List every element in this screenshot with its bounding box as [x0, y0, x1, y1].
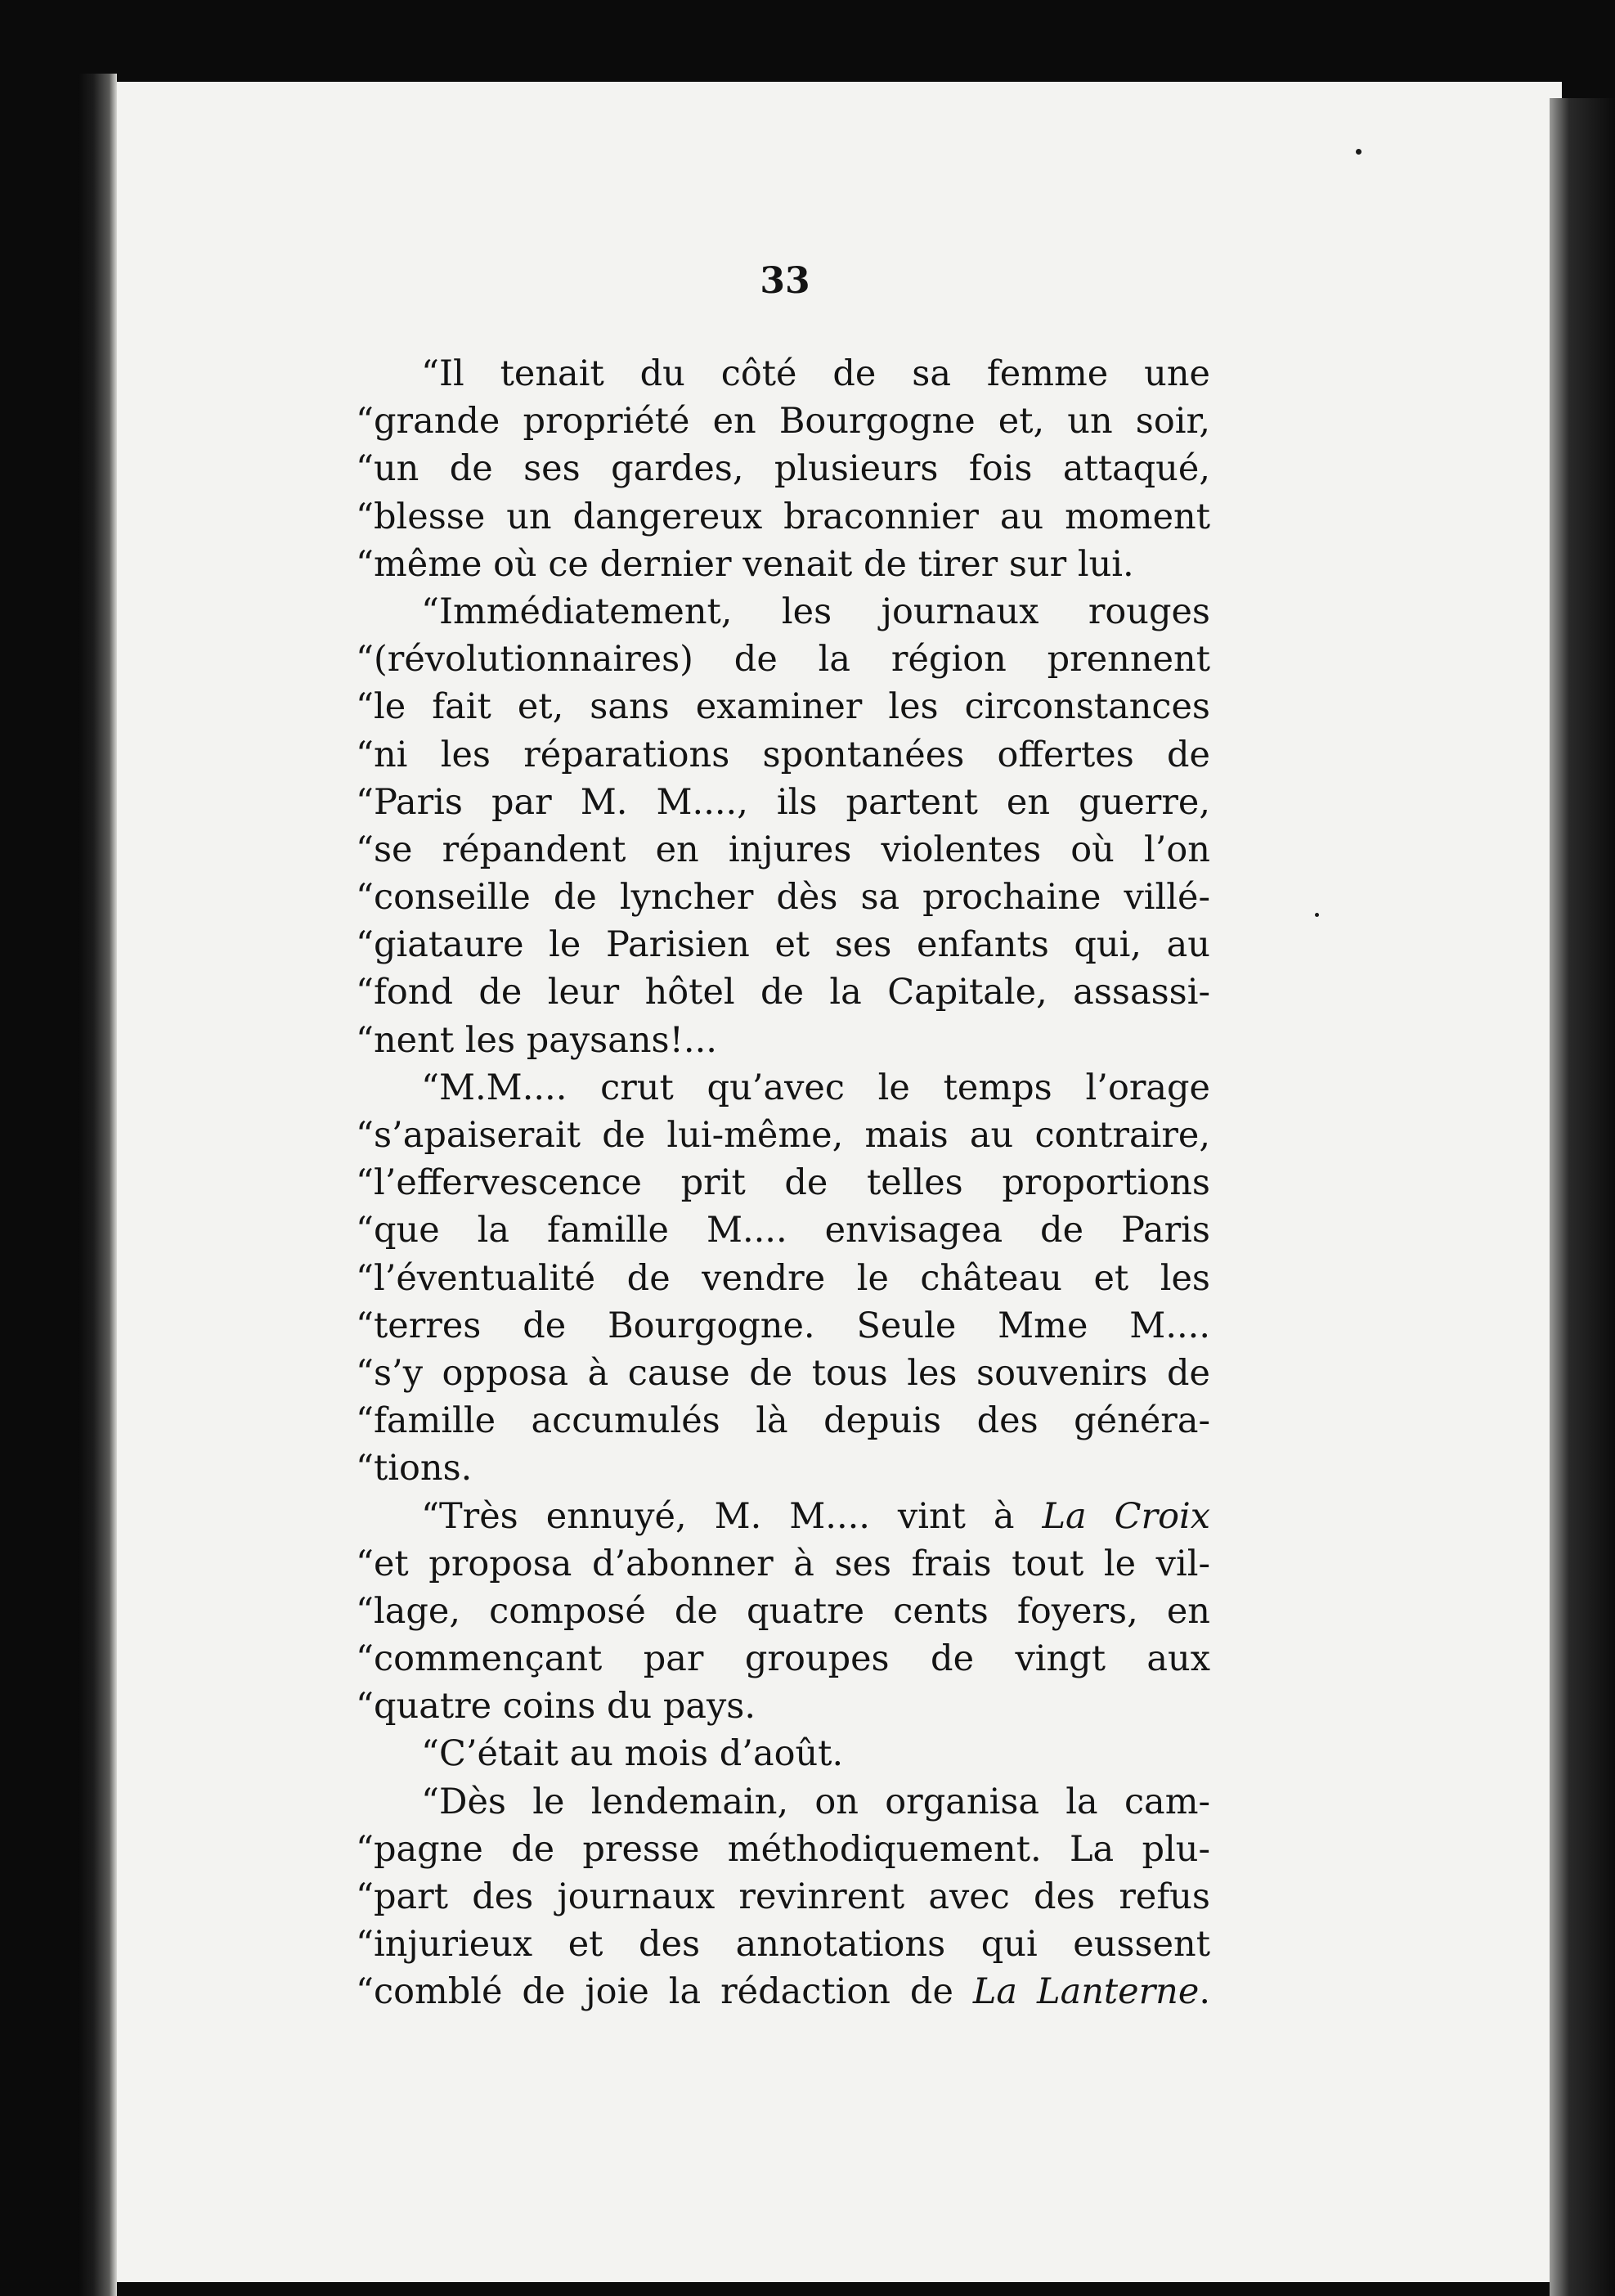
text-line-content: “Immédiatement, les journaux rouges — [421, 591, 1210, 632]
text-line — [356, 1826, 1210, 1873]
text-line-content: “fond de leur hôtel de la Capitale, assassi- — [356, 972, 1210, 1013]
text-line — [356, 921, 1210, 968]
text-line-content: “tions. — [356, 1448, 473, 1489]
text-line — [356, 1635, 1210, 1683]
text-line-content: “Il tenait du côté de sa femme une — [421, 353, 1210, 394]
text-line — [356, 588, 1210, 636]
text-line-content: “et proposa d’abonner à ses frais tout le vil- — [356, 1543, 1210, 1584]
text-line — [356, 779, 1210, 826]
text-line-content: “Très ennuyé, M. M.... vint à — [421, 1495, 1043, 1537]
text-line — [356, 874, 1210, 921]
text-line-suffix: . — [1199, 1971, 1210, 2013]
text-line-content: “nent les paysans!... — [356, 1019, 717, 1061]
text-line-content: “famille accumulés là depuis des généra- — [356, 1400, 1210, 1442]
text-line — [356, 445, 1210, 492]
text-line — [356, 683, 1210, 730]
text-line — [356, 1017, 1210, 1064]
text-line-content: “giataure le Parisien et ses enfants qui, au — [356, 924, 1210, 966]
text-line-content: “un de ses gardes, plusieurs fois attaqué, — [356, 448, 1210, 490]
text-line-content: “le fait et, sans examiner les circonstances — [356, 686, 1210, 728]
text-line-content: “commençant par groupes de vingt aux — [356, 1638, 1210, 1680]
text-line — [356, 1397, 1210, 1445]
text-line — [356, 1493, 1210, 1540]
text-line — [356, 1445, 1210, 1492]
text-line — [356, 636, 1210, 683]
text-line — [356, 1588, 1210, 1635]
speck-mark — [1315, 913, 1319, 917]
body-text — [356, 350, 1210, 2016]
text-line — [356, 968, 1210, 1016]
text-line — [356, 398, 1210, 445]
text-line-content: “part des journaux revinrent avec des refus — [356, 1876, 1210, 1917]
text-line — [356, 493, 1210, 541]
text-line-content: “quatre coins du pays. — [356, 1686, 756, 1728]
text-line — [356, 1540, 1210, 1588]
text-line-content: “comblé de joie la rédaction de — [356, 1971, 973, 2013]
text-line — [356, 1302, 1210, 1350]
text-line-content: “s’apaiserait de lui-même, mais au contraire, — [356, 1115, 1210, 1156]
text-line — [356, 1350, 1210, 1397]
text-line-content: “l’éventualité de vendre le château et les — [356, 1257, 1210, 1299]
book-spine-edge — [78, 74, 117, 2296]
text-line — [356, 1064, 1210, 1112]
text-line-content: “lage, composé de quatre cents foyers, en — [356, 1590, 1210, 1632]
text-line-content: “injurieux et des annotations qui eussent — [356, 1924, 1210, 1966]
text-line — [356, 826, 1210, 874]
text-line-content: “l’effervescence prit de telles proportions — [356, 1162, 1210, 1204]
text-line-content: “Dès le lendemain, on organisa la cam- — [421, 1781, 1210, 1822]
text-line — [356, 1968, 1210, 2015]
text-line-content: “que la famille M.... envisagea de Paris — [356, 1210, 1210, 1251]
text-line-content: “M.M.... crut qu’avec le temps l’orage — [421, 1067, 1210, 1108]
text-line — [356, 541, 1210, 588]
text-line — [356, 1921, 1210, 1968]
text-line — [356, 1730, 1210, 1777]
text-line-content: “C’était au mois d’août. — [421, 1733, 844, 1775]
text-line — [356, 350, 1210, 398]
text-line — [356, 1112, 1210, 1159]
text-line — [356, 1255, 1210, 1302]
text-line-content: “terres de Bourgogne. Seule Mme M.... — [356, 1305, 1210, 1346]
italic-title: La Lanterne — [972, 1971, 1200, 2013]
text-line-content: “pagne de presse méthodiquement. La plu- — [356, 1828, 1210, 1870]
text-line-content: “même où ce dernier venait de tirer sur lui. — [356, 543, 1134, 585]
speck-mark — [1356, 149, 1362, 155]
text-line-content: “(révolutionnaires) de la région prennent — [356, 639, 1210, 681]
text-line-content: “grande propriété en Bourgogne et, un soir, — [356, 401, 1210, 443]
text-line-content: “s’y opposa à cause de tous les souvenirs de — [356, 1352, 1210, 1394]
text-line — [356, 1778, 1210, 1826]
page-right-edge — [1550, 98, 1615, 2296]
italic-title: La Croix — [1042, 1495, 1210, 1537]
text-line — [356, 731, 1210, 779]
text-line-content: “ni les réparations spontanées offertes de — [356, 734, 1210, 775]
text-line — [356, 1873, 1210, 1921]
text-line — [356, 1159, 1210, 1206]
text-line — [356, 1206, 1210, 1254]
text-line-content: “se répandent en injures violentes où l’on — [356, 829, 1210, 870]
page-number: 33 — [760, 260, 810, 302]
text-line-content: “blesse un dangereux braconnier au moment — [356, 496, 1210, 537]
text-line-content: “Paris par M. M...., ils partent en guerre, — [356, 781, 1210, 823]
text-line — [356, 1683, 1210, 1730]
text-line-content: “conseille de lyncher dès sa prochaine villé- — [356, 877, 1210, 919]
